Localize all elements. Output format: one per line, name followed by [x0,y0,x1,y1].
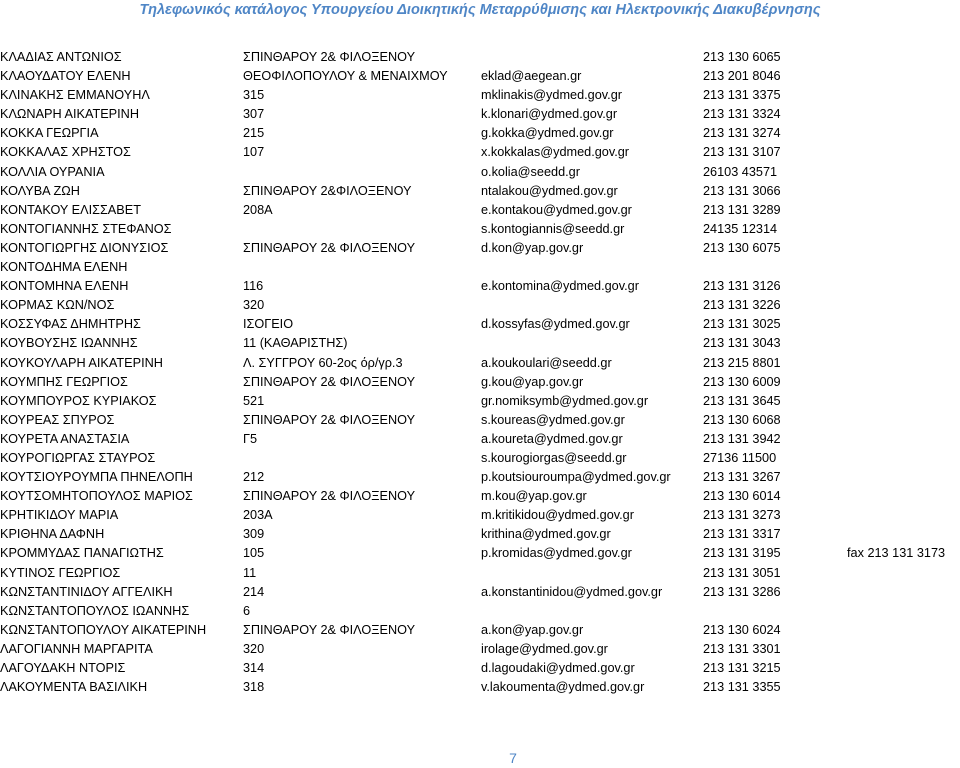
entry-email: gr.nomiksymb@ydmed.gov.gr [481,393,649,408]
entry-name: ΚΟΥΤΣΟΜΗΤΟΠΟΥΛΟΣ ΜΑΡΙΟΣ [0,489,193,504]
page-number: 7 [509,750,517,766]
directory-row [0,105,960,124]
entry-fax: fax 213 131 3173 [847,546,946,561]
directory-row [0,392,960,411]
entry-name: ΚΟΥΜΠΟΥΡΟΣ ΚΥΡΙΑΚΟΣ [0,393,157,408]
entry-phone: 213 131 3107 [703,145,781,160]
entry-address: Λ. ΣΥΓΓΡΟΥ 60-2ος όρ/γρ.3 [243,355,403,370]
entry-name: ΚΟΥΡΟΓΙΩΡΓΑΣ ΣΤΑΥΡΟΣ [0,450,156,465]
entry-address: ΙΣΟΓΕΙΟ [243,317,294,332]
entry-address: ΣΠΙΝΘΑΡΟΥ 2& ΦΙΛΟΞΕΝΟΥ [243,489,416,504]
entry-address: 320 [243,298,265,313]
entry-name: ΚΟΝΤΟΔΗΜΑ ΕΛΕΝΗ [0,260,128,275]
entry-email: a.konstantinidou@ydmed.gov.gr [481,584,663,599]
entry-phone: 213 131 3195 [703,546,781,561]
entry-email: eklad@aegean.gr [481,69,582,84]
entry-name: ΚΟΥΜΠΗΣ ΓΕΩΡΓΙΟΣ [0,374,128,389]
entry-name: ΚΩΝΣΤΑΝΤΟΠΟΥΛΟΥ ΑΙΚΑΤΕΡΙΝΗ [0,622,207,637]
directory-row [0,354,960,373]
entry-email: x.kokkalas@ydmed.gov.gr [481,145,630,160]
directory-row [0,659,960,678]
entry-phone: 213 131 3942 [703,431,781,446]
directory-row [0,163,960,182]
entry-name: ΚΛΙΝΑΚΗΣ ΕΜΜΑΝΟΥΗΛ [0,88,150,103]
entry-address: 315 [243,88,265,103]
directory-row [0,277,960,296]
entry-email: d.lagoudaki@ydmed.gov.gr [481,661,635,675]
entry-address: ΣΠΙΝΘΑΡΟΥ 2& ΦΙΛΟΞΕΝΟΥ [243,412,416,427]
entry-name: ΛΑΓΟΥΔΑΚΗ ΝΤΟΡΙΣ [0,661,126,675]
entry-phone: 213 131 3273 [703,508,781,523]
entry-address: ΣΠΙΝΘΑΡΟΥ 2& ΦΙΛΟΞΕΝΟΥ [243,50,416,64]
entry-email: s.koureas@ydmed.gov.gr [481,412,625,427]
entry-address: 105 [243,546,265,561]
directory-row [0,449,960,468]
directory-row [0,678,960,697]
entry-phone: 213 215 8801 [703,355,781,370]
entry-phone: 213 131 3355 [703,680,781,695]
entry-email: a.koukoulari@seedd.gr [481,355,612,370]
entry-address: 203Α [243,508,273,523]
entry-address: 11 (ΚΑΘΑΡΙΣΤΗΣ) [243,336,348,351]
directory-row [0,602,960,621]
entry-address: 11 [243,565,257,580]
entry-phone: 213 131 3645 [703,393,781,408]
entry-address: ΘΕΟΦΙΛΟΠΟΥΛΟΥ & ΜΕΝΑΙΧΜΟΥ [243,69,448,84]
entry-name: ΛΑΓΟΓΙΑΝΝΗ ΜΑΡΓΑΡΙΤΑ [0,641,153,656]
entry-email: v.lakoumenta@ydmed.gov.gr [481,680,645,695]
entry-name: ΚΟΝΤΟΓΙΩΡΓΗΣ ΔΙΟΝΥΣΙΟΣ [0,240,169,255]
entry-name: ΚΡΟΜΜΥΔΑΣ ΠΑΝΑΓΙΩΤΗΣ [0,546,164,561]
entry-email: s.kourogiorgas@seedd.gr [481,450,627,465]
entry-address: ΣΠΙΝΘΑΡΟΥ 2&ΦΙΛΟΞΕΝΟΥ [243,183,412,198]
entry-address: ΣΠΙΝΘΑΡΟΥ 2& ΦΙΛΟΞΕΝΟΥ [243,622,416,637]
directory-row [0,124,960,143]
entry-email: g.kokka@ydmed.gov.gr [481,126,614,141]
directory-row [0,67,960,86]
entry-name: ΚΟΝΤΟΓΙΑΝΝΗΣ ΣΤΕΦΑΝΟΣ [0,221,172,236]
entry-phone: 26103 43571 [703,164,778,179]
entry-name: ΚΩΝΣΤΑΝΤΙΝΙΔΟΥ ΑΓΓΕΛΙΚΗ [0,584,173,599]
directory-row [0,373,960,392]
entry-name: ΚΥΤΙΝΟΣ ΓΕΩΡΓΙΟΣ [0,565,121,580]
entry-name: ΚΟΝΤΟΜΗΝΑ ΕΛΕΝΗ [0,279,129,294]
entry-email: krithina@ydmed.gov.gr [481,527,611,542]
entry-address: 521 [243,393,265,408]
entry-address: ΣΠΙΝΘΑΡΟΥ 2& ΦΙΛΟΞΕΝΟΥ [243,240,416,255]
directory-row [0,468,960,487]
page-footer [0,748,960,768]
entry-name: ΚΟΥΚΟΥΛΑΡΗ ΑΙΚΑΤΕΡΙΝΗ [0,355,163,370]
entry-name: ΚΟΛΛΙΑ ΟΥΡΑΝΙΑ [0,164,105,179]
entry-name: ΛΑΚΟΥΜΕΝΤΑ ΒΑΣΙΛΙΚΗ [0,680,148,695]
entry-address: 309 [243,527,265,542]
entry-address: 320 [243,641,265,656]
directory-row [0,48,960,67]
entry-phone: 213 130 6009 [703,374,781,389]
entry-phone: 213 131 3215 [703,661,781,675]
directory-row [0,315,960,334]
entry-address: Γ5 [243,431,258,446]
entry-email: s.kontogiannis@seedd.gr [481,221,625,236]
directory-row [0,296,960,315]
entry-phone: 213 130 6075 [703,240,781,255]
entry-email: e.kontomina@ydmed.gov.gr [481,279,639,294]
entry-address: 208Α [243,202,273,217]
entry-address: 214 [243,584,265,599]
directory-row [0,621,960,640]
entry-email: g.kou@yap.gov.gr [481,374,584,389]
directory-row [0,239,960,258]
entry-name: ΚΟΥΒΟΥΣΗΣ ΙΩΑΝΝΗΣ [0,336,138,351]
directory-row [0,583,960,602]
directory-row [0,544,960,563]
entry-address: 212 [243,470,265,485]
entry-address: 6 [243,603,251,618]
entry-phone: 213 131 3286 [703,584,781,599]
entry-phone: 27136 11500 [703,450,777,465]
entry-name: ΚΟΣΣΥΦΑΣ ΔΗΜΗΤΡΗΣ [0,317,141,332]
entry-name: ΚΟΝΤΑΚΟΥ ΕΛΙΣΣΑΒΕΤ [0,202,141,217]
header-title: Τηλεφωνικός κατάλογος Υπουργείου Διοικητικής Μεταρρύθμισης και Ηλεκτρονικής Διακυβέρνησης [139,2,821,18]
entry-name: ΚΟΛΥΒΑ ΖΩΗ [0,183,80,198]
entry-phone: 213 130 6068 [703,412,781,427]
entry-email: o.kolia@seedd.gr [481,164,580,179]
directory-row [0,506,960,525]
entry-address: 116 [243,279,264,294]
entry-phone: 213 131 3226 [703,298,781,313]
entry-phone: 213 131 3317 [703,527,781,542]
entry-name: ΚΡΗΤΙΚΙΔΟΥ ΜΑΡΙΑ [0,508,119,523]
entry-phone: 213 131 3051 [703,565,781,580]
entry-phone: 213 131 3267 [703,470,781,485]
directory-row [0,525,960,544]
entry-email: a.kon@yap.gov.gr [481,622,584,637]
entry-phone: 213 131 3043 [703,336,781,351]
directory-row [0,258,960,277]
entry-phone: 213 131 3375 [703,88,781,103]
entry-name: ΚΩΝΣΤΑΝΤΟΠΟΥΛΟΣ ΙΩΑΝΝΗΣ [0,603,190,618]
entry-email: p.kromidas@ydmed.gov.gr [481,546,632,561]
entry-address: 314 [243,661,265,675]
entry-name: ΚΟΡΜΑΣ ΚΩΝ/ΝΟΣ [0,298,115,313]
entry-address: 307 [243,107,265,122]
entry-address: 107 [243,145,265,160]
entry-address: 215 [243,126,265,141]
directory-table [0,48,960,697]
directory-row [0,201,960,220]
entry-email: p.koutsiouroumpa@ydmed.gov.gr [481,470,671,485]
entry-email: d.kossyfas@ydmed.gov.gr [481,317,630,332]
entry-phone: 213 201 8046 [703,69,781,84]
entry-address: 318 [243,680,265,695]
entry-name: ΚΡΙΘΗΝΑ ΔΑΦΝΗ [0,527,105,542]
entry-name: ΚΟΥΤΣΙΟΥΡΟΥΜΠΑ ΠΗΝΕΛΟΠΗ [0,470,193,485]
directory-row [0,487,960,506]
entry-email: e.kontakou@ydmed.gov.gr [481,202,632,217]
entry-address: ΣΠΙΝΘΑΡΟΥ 2& ΦΙΛΟΞΕΝΟΥ [243,374,416,389]
document-header [0,0,960,20]
entry-name: ΚΛΑΔΙΑΣ ΑΝΤΩΝΙΟΣ [0,50,122,64]
directory-row [0,86,960,105]
entry-email: ntalakou@ydmed.gov.gr [481,183,618,198]
entry-name: ΚΟΚΚΑΛΑΣ ΧΡΗΣΤΟΣ [0,145,131,160]
entry-email: m.kou@yap.gov.gr [481,489,587,504]
entry-phone: 213 131 3324 [703,107,781,122]
entry-email: mklinakis@ydmed.gov.gr [481,88,622,103]
directory-row [0,430,960,449]
directory-row [0,564,960,583]
entry-name: ΚΛΑΟΥΔΑΤΟΥ ΕΛΕΝΗ [0,69,131,84]
entry-phone: 213 130 6065 [703,50,781,64]
entry-phone: 213 131 3025 [703,317,781,332]
directory-row [0,220,960,239]
directory-row [0,640,960,659]
entry-email: d.kon@yap.gov.gr [481,240,584,255]
entry-phone: 24135 12314 [703,221,778,236]
entry-phone: 213 131 3274 [703,126,781,141]
entry-email: k.klonari@ydmed.gov.gr [481,107,618,122]
entry-phone: 213 131 3066 [703,183,781,198]
directory-row [0,143,960,162]
directory-row [0,334,960,353]
entry-name: ΚΟΥΡΕΤΑ ΑΝΑΣΤΑΣΙΑ [0,431,130,446]
entry-phone: 213 130 6014 [703,489,781,504]
directory-row [0,411,960,430]
entry-email: a.koureta@ydmed.gov.gr [481,431,623,446]
entry-name: ΚΛΩΝΑΡΗ ΑΙΚΑΤΕΡΙΝΗ [0,107,139,122]
entry-name: ΚΟΚΚΑ ΓΕΩΡΓΙΑ [0,126,99,141]
entry-phone: 213 131 3126 [703,279,781,294]
entry-email: irolage@ydmed.gov.gr [481,641,608,656]
entry-phone: 213 131 3301 [703,641,781,656]
entry-name: ΚΟΥΡΕΑΣ ΣΠΥΡΟΣ [0,412,115,427]
entry-phone: 213 130 6024 [703,622,781,637]
entry-phone: 213 131 3289 [703,202,781,217]
entry-email: m.kritikidou@ydmed.gov.gr [481,508,634,523]
directory-row [0,182,960,201]
